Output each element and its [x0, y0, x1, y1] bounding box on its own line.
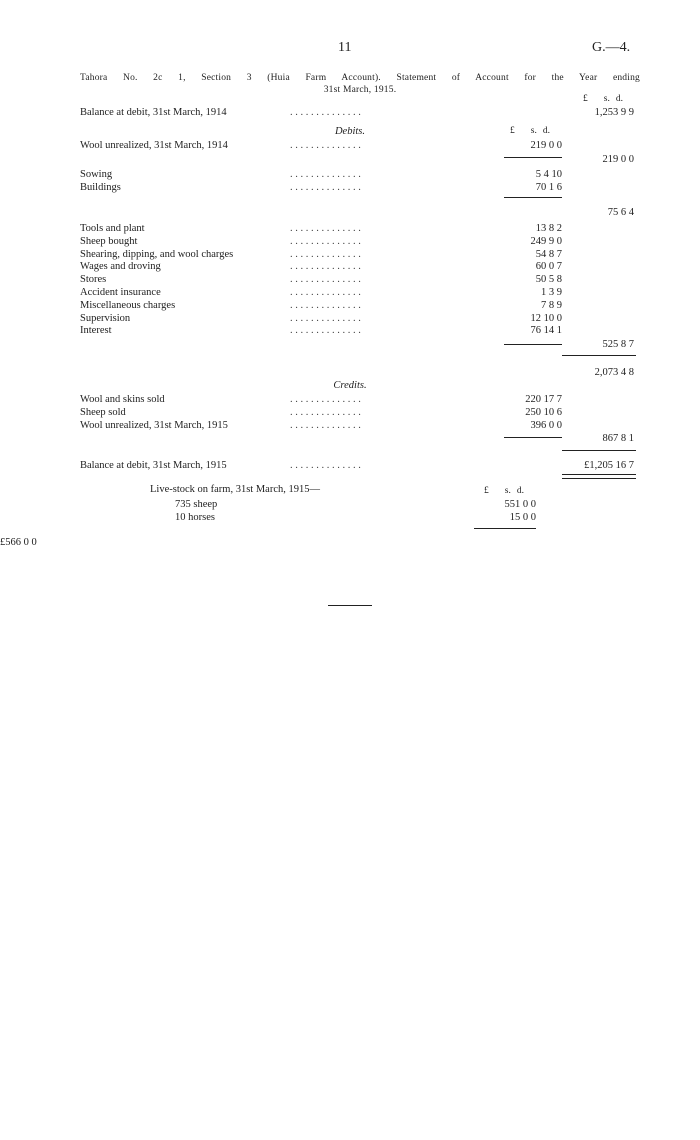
debits-group1-total: 219 0 0 — [602, 154, 634, 165]
document-code: G.—4. — [592, 40, 631, 55]
row-amount: 12 10 0 — [530, 312, 562, 324]
page-number: 11 — [338, 40, 352, 55]
account-title — [80, 72, 640, 96]
debit-row — [0, 260, 700, 273]
grand-total: 2,073 4 8 — [594, 367, 634, 378]
row-amount: 1 3 9 — [541, 287, 562, 298]
subtotal-rule — [504, 197, 562, 198]
leader-dots: . . . . . . . . . . . . . . — [290, 287, 361, 298]
row-amount: 5 4 10 — [535, 169, 562, 180]
livestock-label: 735 sheep — [175, 499, 218, 510]
row-amount: 219 0 0 — [530, 140, 562, 151]
row-label: Shearing, dipping, and wool charges — [80, 248, 234, 260]
debits-group2-total: 75 6 4 — [607, 207, 634, 218]
double-rule — [562, 474, 636, 479]
balance-opening-row — [0, 106, 700, 119]
debits-group3-total: 525 8 7 — [602, 339, 634, 350]
row-amount: 220 17 7 — [525, 394, 562, 405]
row-label: Interest — [80, 325, 112, 337]
leader-dots: . . . . . . . . . . . . . . — [290, 460, 361, 471]
leader-dots: . . . . . . . . . . . . . . — [290, 235, 361, 247]
livestock-column-headings — [484, 486, 524, 496]
shillings-heading: s. — [504, 486, 511, 496]
leader-dots: . . . . . . . . . . . . . . — [290, 248, 361, 260]
row-label: Wool unrealized, 31st March, 1914 — [80, 140, 228, 151]
debit-row — [0, 273, 700, 286]
row-label: Supervision — [80, 312, 131, 324]
leader-dots: . . . . . . . . . . . . . . — [290, 169, 361, 180]
row-label: Balance at debit, 31st March, 1914 — [80, 107, 227, 118]
leader-dots: . . . . . . . . . . . . . . — [290, 407, 361, 418]
row-amount: 13 8 2 — [535, 223, 562, 234]
shillings-heading: s. — [530, 126, 537, 136]
subtotal-rule — [504, 437, 562, 438]
leader-dots: . . . . . . . . . . . . . . — [290, 140, 361, 151]
row-label: Sowing — [80, 169, 113, 180]
credit-row — [0, 419, 700, 432]
credit-row — [0, 406, 700, 419]
subtotal-rule — [504, 344, 562, 345]
debit-row — [0, 168, 700, 181]
row-amount: 50 5 8 — [535, 274, 562, 286]
leader-dots: . . . . . . . . . . . . . . — [290, 107, 361, 118]
livestock-label: 10 horses — [175, 512, 215, 523]
account-title-line1: Tahora No. 2c 1, Section 3 (Huia Farm Account). Statement of Account for the Year ending — [80, 73, 640, 83]
column-headings-right — [583, 94, 623, 104]
row-label: Sheep bought — [80, 235, 138, 247]
debits-heading: Debits. — [334, 126, 366, 137]
pence-heading: d. — [516, 486, 524, 496]
balance-closing-row — [0, 459, 700, 472]
leader-dots: . . . . . . . . . . . . . . — [290, 274, 361, 286]
column-headings-left — [510, 126, 550, 136]
row-amount: 70 1 6 — [535, 182, 562, 193]
debit-row — [0, 235, 700, 248]
subtotal-rule — [504, 157, 562, 158]
debit-row — [0, 248, 700, 261]
livestock-total: £566 0 0 — [0, 537, 37, 548]
leader-dots: . . . . . . . . . . . . . . — [290, 261, 361, 273]
debit-row — [0, 324, 700, 337]
row-amount: 7 8 9 — [541, 299, 562, 311]
row-amount: 250 10 6 — [525, 407, 562, 418]
livestock-amount: 551 0 0 — [504, 499, 536, 510]
pence-heading: d. — [542, 126, 550, 136]
credits-total: 867 8 1 — [602, 433, 634, 444]
row-amount: 1,253 9 9 — [594, 107, 634, 118]
credits-heading: Credits. — [333, 380, 367, 391]
row-label: Tools and plant — [80, 223, 145, 234]
debit-row — [0, 312, 700, 325]
debit-row — [0, 286, 700, 299]
row-amount: £1,205 16 7 — [584, 460, 634, 471]
pounds-heading: £ — [583, 94, 588, 104]
livestock-rule — [474, 528, 536, 529]
livestock-row — [0, 498, 700, 511]
row-label: Miscellaneous charges — [80, 299, 176, 311]
row-amount: 76 14 1 — [530, 325, 562, 337]
row-amount: 54 8 7 — [535, 248, 562, 260]
section-divider — [328, 605, 372, 606]
leader-dots: . . . . . . . . . . . . . . — [290, 223, 361, 234]
debit-row — [0, 139, 700, 152]
row-label: Buildings — [80, 182, 121, 193]
row-label: Wool unrealized, 31st March, 1915 — [80, 420, 228, 431]
row-amount: 396 0 0 — [530, 420, 562, 431]
shillings-heading: s. — [603, 94, 610, 104]
livestock-row — [0, 511, 700, 524]
leader-dots: . . . . . . . . . . . . . . — [290, 182, 361, 193]
row-label: Wages and droving — [80, 261, 161, 273]
debit-row — [0, 181, 700, 194]
row-label: Stores — [80, 274, 107, 286]
total-rule — [562, 355, 636, 356]
credit-row — [0, 393, 700, 406]
total-rule — [562, 450, 636, 451]
pounds-heading: £ — [510, 126, 515, 136]
account-title-line2: 31st March, 1915. — [323, 85, 397, 95]
livestock-amount: 15 0 0 — [509, 512, 536, 523]
leader-dots: . . . . . . . . . . . . . . — [290, 325, 361, 337]
debit-row — [0, 299, 700, 312]
row-label: Sheep sold — [80, 407, 126, 418]
row-label: Wool and skins sold — [80, 394, 165, 405]
leader-dots: . . . . . . . . . . . . . . — [290, 299, 361, 311]
row-amount: 60 0 7 — [535, 261, 562, 273]
leader-dots: . . . . . . . . . . . . . . — [290, 420, 361, 431]
leader-dots: . . . . . . . . . . . . . . — [290, 394, 361, 405]
row-amount: 249 9 0 — [530, 235, 562, 247]
row-label: Balance at debit, 31st March, 1915 — [80, 460, 227, 471]
row-label: Accident insurance — [80, 287, 161, 298]
leader-dots: . . . . . . . . . . . . . . — [290, 312, 361, 324]
debit-row — [0, 222, 700, 235]
pounds-heading: £ — [484, 486, 489, 496]
livestock-heading: Live-stock on farm, 31st March, 1915— — [150, 484, 321, 495]
pence-heading: d. — [615, 94, 623, 104]
